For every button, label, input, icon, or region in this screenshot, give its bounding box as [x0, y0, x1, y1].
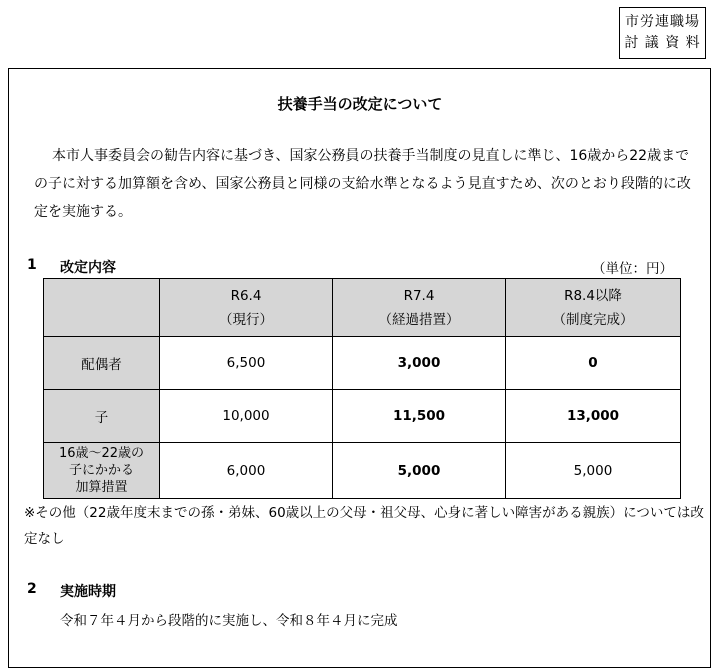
- intro-paragraph: 本市人事委員会の勧告内容に基づき、国家公務員の扶養手当制度の見直しに準じ、16歳から22歳までの子に対する加算額を含め、国家公務員と同様の支給水準となるよう見直すため、次のとおり段階的に改定を実施する。: [34, 148, 691, 220]
- note-text: ※その他（22歳年度末までの孫・弟妹、60歳以上の父母・祖父母、心身に著しい障害がある親族）については改定なし: [24, 505, 704, 547]
- row-label-child: 子: [44, 390, 160, 443]
- value-cell: 6,000: [160, 443, 333, 499]
- allowance-table: [43, 278, 681, 499]
- section-1-title: 改定内容: [60, 260, 116, 276]
- header-period: R7.4: [403, 287, 435, 304]
- row-label-line: 子にかかる: [68, 463, 134, 478]
- section-1-number: 1: [27, 257, 37, 273]
- value-cell: 10,000: [160, 390, 333, 443]
- value-cell: 11,500: [333, 390, 506, 443]
- value-cell: 5,000: [506, 443, 681, 499]
- row-label-age-16-22: [44, 443, 160, 499]
- row-label-line: 16歳～22歳の: [58, 446, 145, 461]
- table-header-row: [44, 279, 681, 337]
- implementation-schedule-text: 令和７年４月から段階的に実施し、令和８年４月に完成: [60, 613, 398, 629]
- header-period: R8.4以降: [564, 287, 622, 304]
- header-period: R6.4: [230, 287, 262, 304]
- header-cell: [333, 279, 506, 337]
- header-corner-cell: [44, 279, 160, 337]
- value-cell: 3,000: [333, 337, 506, 390]
- header-status: （経過措置）: [378, 311, 460, 328]
- header-cell: [506, 279, 681, 337]
- row-label-spouse: 配偶者: [44, 337, 160, 390]
- stamp-line-1: 市労連職場: [625, 14, 700, 30]
- unit-label: （単位：円）: [592, 261, 673, 277]
- value-cell: 6,500: [160, 337, 333, 390]
- value-cell: 5,000: [333, 443, 506, 499]
- stamp-line-2: 討 議 資 料: [624, 35, 701, 51]
- document-title: 扶養手当の改定について: [277, 95, 443, 113]
- row-label-line: 加算措置: [75, 480, 128, 495]
- value-cell: 13,000: [506, 390, 681, 443]
- section-2-title: 実施時期: [60, 584, 116, 600]
- header-status: （現行）: [219, 311, 273, 328]
- value-cell: 0: [506, 337, 681, 390]
- discussion-material-stamp: [619, 7, 706, 59]
- table-row: [44, 443, 681, 499]
- header-status: （制度完成）: [552, 311, 634, 328]
- header-cell: [160, 279, 333, 337]
- table-row: [44, 390, 681, 443]
- table-row: [44, 337, 681, 390]
- section-2-number: 2: [27, 581, 37, 597]
